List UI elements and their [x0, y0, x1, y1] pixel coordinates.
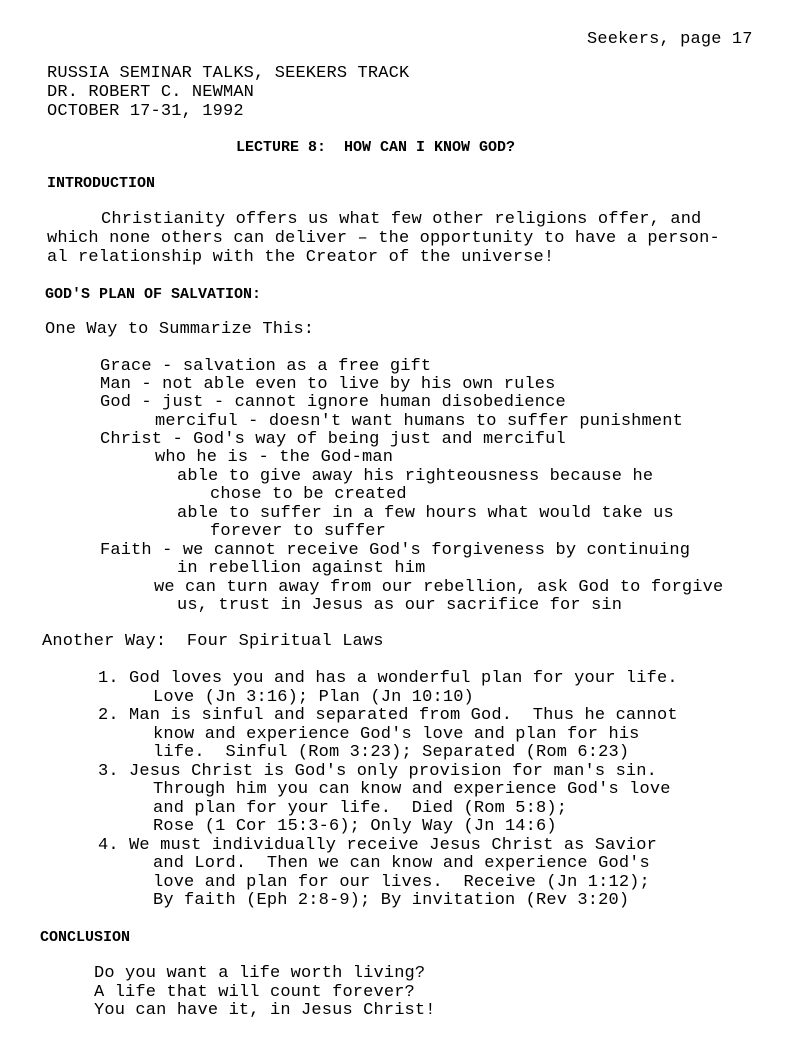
section-heading: CONCLUSION	[40, 929, 131, 946]
paragraph-line: al relationship with the Creator of the universe!	[47, 248, 555, 267]
summary-line: us, trust in Jesus as our sacrifice for sin	[177, 596, 623, 615]
summary-line: able to suffer in a few hours what would take us	[177, 504, 674, 523]
subsection-label: Another Way: Four Spiritual Laws	[42, 632, 384, 651]
section-heading: GOD'S PLAN OF SALVATION:	[45, 286, 262, 303]
page-number: Seekers, page 17	[587, 30, 753, 49]
summary-line: Man - not able even to live by his own rules	[100, 375, 556, 394]
paragraph-line: Christianity offers us what few other religions offer, and	[101, 210, 702, 229]
law-line: By faith (Eph 2:8-9); By invitation (Rev 3:20)	[153, 891, 630, 910]
conclusion-line: Do you want a life worth living?	[94, 964, 426, 983]
lecture-title: LECTURE 8: HOW CAN I KNOW GOD?	[236, 139, 516, 156]
summary-line: able to give away his righteousness because he	[177, 467, 654, 486]
law-line: love and plan for our lives. Receive (Jn 1:12);	[153, 873, 650, 892]
conclusion-line: You can have it, in Jesus Christ!	[94, 1001, 436, 1020]
law-line: life. Sinful (Rom 3:23); Separated (Rom 6:23)	[153, 743, 630, 762]
law-line: and plan for your life. Died (Rom 5:8);	[153, 799, 568, 818]
law-line: know and experience God's love and plan for his	[153, 725, 640, 744]
law-line: 2. Man is sinful and separated from God. Thus he cannot	[98, 706, 678, 725]
summary-line: Faith - we cannot receive God's forgiveness by continuing	[100, 541, 691, 560]
header-line: RUSSIA SEMINAR TALKS, SEEKERS TRACK	[47, 64, 410, 83]
summary-line: forever to suffer	[210, 522, 386, 541]
conclusion-line: A life that will count forever?	[94, 983, 415, 1002]
law-line: 3. Jesus Christ is God's only provision for man's sin.	[98, 762, 657, 781]
law-line: 1. God loves you and has a wonderful plan for your life.	[98, 669, 678, 688]
summary-line: chose to be created	[210, 485, 407, 504]
header-line: DR. ROBERT C. NEWMAN	[47, 83, 255, 102]
summary-line: merciful - doesn't want humans to suffer punishment	[155, 412, 683, 431]
summary-line: God - just - cannot ignore human disobedience	[100, 393, 566, 412]
paragraph-line: which none others can deliver – the opportunity to have a person-	[47, 229, 720, 248]
summary-line: we can turn away from our rebellion, ask God to forgive	[154, 578, 724, 597]
law-line: Through him you can know and experience God's love	[153, 780, 671, 799]
law-line: Love (Jn 3:16); Plan (Jn 10:10)	[153, 688, 474, 707]
header-line: OCTOBER 17-31, 1992	[47, 102, 244, 121]
law-line: 4. We must individually receive Jesus Christ as Savior	[98, 836, 657, 855]
subsection-label: One Way to Summarize This:	[45, 320, 315, 339]
summary-line: Grace - salvation as a free gift	[100, 357, 432, 376]
law-line: and Lord. Then we can know and experience God's	[153, 854, 650, 873]
summary-line: in rebellion against him	[177, 559, 426, 578]
summary-line: Christ - God's way of being just and merciful	[100, 430, 566, 449]
summary-line: who he is - the God-man	[155, 448, 394, 467]
law-line: Rose (1 Cor 15:3-6); Only Way (Jn 14:6)	[153, 817, 557, 836]
section-heading: INTRODUCTION	[47, 175, 156, 192]
